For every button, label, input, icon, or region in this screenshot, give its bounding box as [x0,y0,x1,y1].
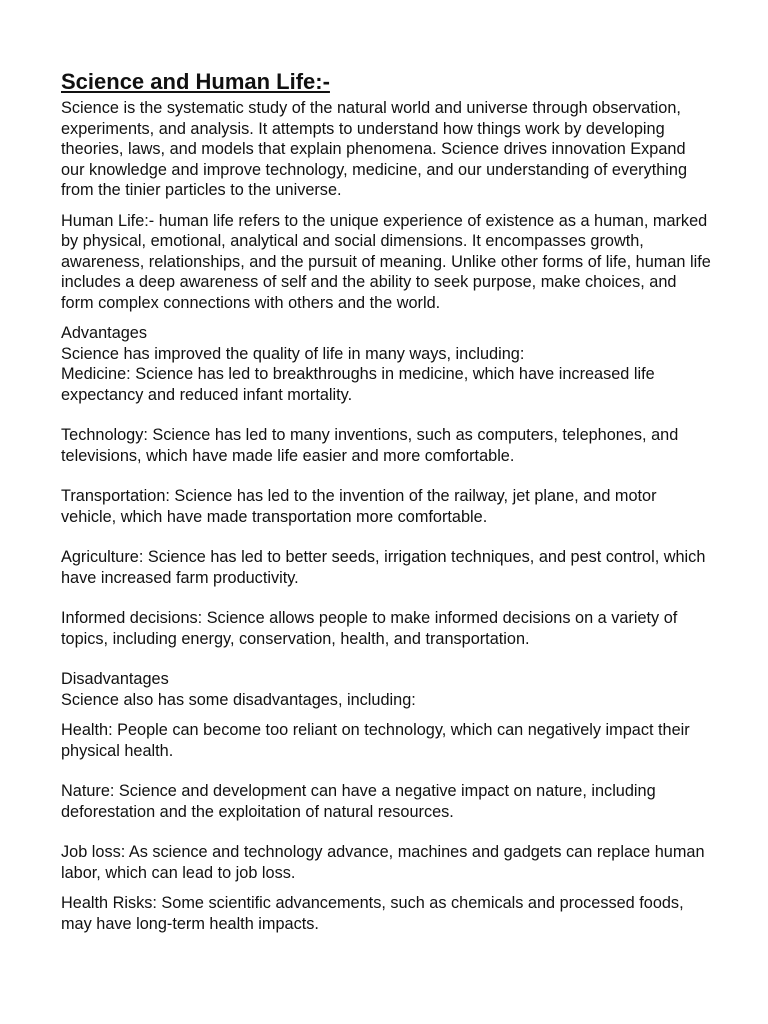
disadvantage-item-nature: Nature: Science and development can have a negative impact on nature, including deforestation and the exploitation of natural resources. [61,782,656,821]
disadvantage-item-job-loss: Job loss: As science and technology advance, machines and gadgets can replace human labor, which can lead to job loss. [61,843,705,882]
document-title: Science and Human Life:- [61,69,330,94]
advantage-item-medicine: Medicine: Science has led to breakthroughs in medicine, which have increased life expectancy and reduced infant mortality. [61,365,655,404]
disadvantage-item-health: Health: People can become too reliant on technology, which can negatively impact their physical health. [61,721,690,760]
disadvantage-item-health-risks: Health Risks: Some scientific advancements, such as chemicals and processed foods, may have long-term health impacts. [61,894,684,933]
document-page [61,66,711,934]
disadvantages-intro: Science also has some disadvantages, including: [61,690,416,709]
advantage-item-technology: Technology: Science has led to many inventions, such as computers, telephones, and televisions, which have made life easier and more comfortable. [61,426,679,465]
advantages-intro: Science has improved the quality of life in many ways, including: [61,344,525,363]
disadvantages-heading: Disadvantages [61,670,169,688]
advantage-item-agriculture: Agriculture: Science has led to better seeds, irrigation techniques, and pest control, which have increased farm productivity. [61,548,706,587]
advantage-item-transportation: Transportation: Science has led to the invention of the railway, jet plane, and motor vehicle, which have made transportation more comfortable. [61,487,657,526]
intro-paragraph-human-life: Human Life:- human life refers to the unique experience of existence as a human, marked by physical, emotional, analytical and social dimensions. It encompasses growth, awareness, relationships, and the pursuit of meaning. Unlike other forms of life, human life includes a deep awareness of self and the ability to seek purpose, make choices, and form complex connections with others and the world. [61,211,711,312]
advantage-item-informed-decisions: Informed decisions: Science allows people to make informed decisions on a variety of topics, including energy, conservation, health, and transportation. [61,609,678,648]
intro-paragraph-science: Science is the systematic study of the natural world and universe through observation, experiments, and analysis. It attempts to understand how things work by developing theories, laws, and models that explain phenomena. Science drives innovation Expand our knowledge and improve technology, medicine, and our understanding of everything from the tinier particles to the universe. [61,99,688,199]
advantages-heading: Advantages [61,324,147,342]
